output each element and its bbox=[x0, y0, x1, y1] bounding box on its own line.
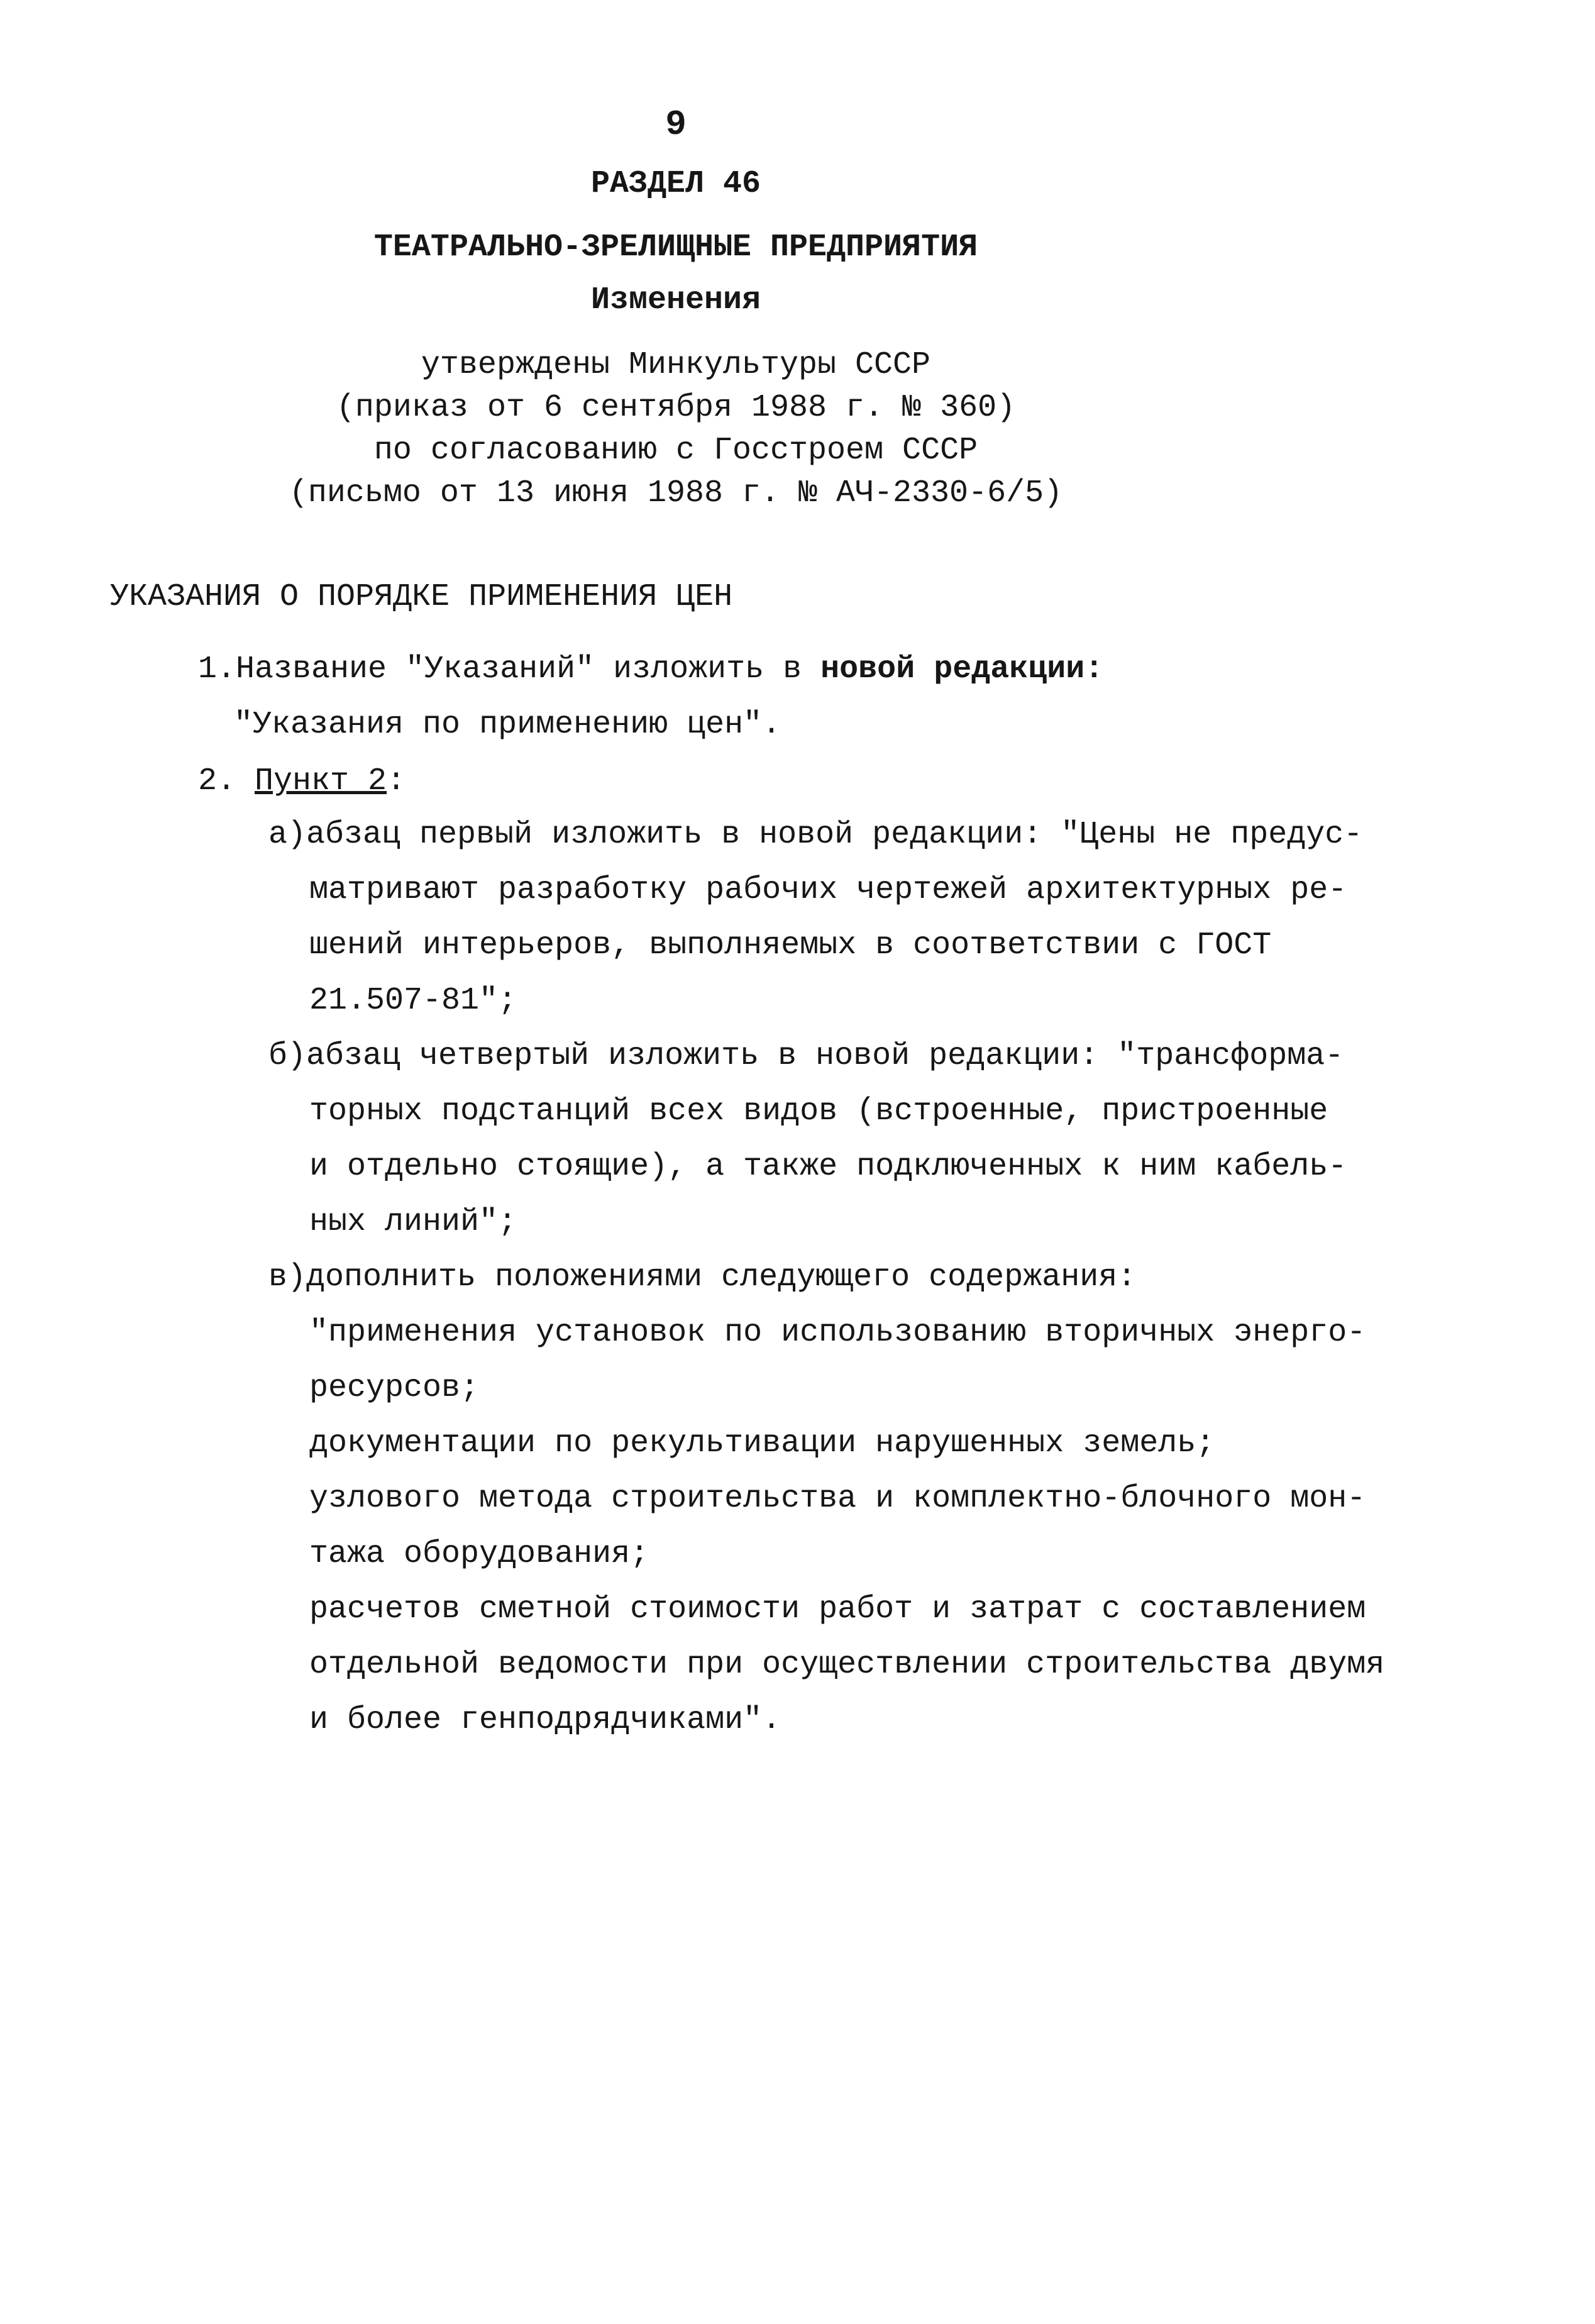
sub-v-line-5: узлового метода строительства и комплектно-блочного мон- bbox=[309, 1481, 1366, 1517]
sub-v-line-7: расчетов сметной стоимости работ и затрат с составлением bbox=[309, 1591, 1366, 1627]
item-1 bbox=[198, 651, 1103, 689]
item-1-emphasis: новой редакции: bbox=[820, 651, 1104, 687]
approval-line-2: (приказ от 6 сентября 1988 г. № 360) bbox=[336, 390, 1016, 426]
item-1-text: 1.Название "Указаний" изложить в bbox=[198, 651, 821, 687]
item-1-continuation: "Указания по применению цен". bbox=[234, 707, 781, 743]
item-2-punkt: Пункт 2 bbox=[255, 763, 387, 799]
item-2 bbox=[198, 763, 406, 800]
changes-label: Изменения bbox=[590, 282, 761, 318]
sub-v-line-8: отдельной ведомости при осуществлении строительства двумя bbox=[309, 1647, 1385, 1683]
sub-b-line-4: ных линий"; bbox=[309, 1204, 517, 1240]
item-2-colon: : bbox=[387, 763, 406, 799]
sub-a-line-1: а)абзац первый изложить в новой редакции: "Цены не предус- bbox=[268, 817, 1363, 853]
sub-v-line-9: и более генподрядчиками". bbox=[309, 1702, 781, 1738]
sub-a-line-2: матривают разработку рабочих чертежей архитектурных ре- bbox=[309, 872, 1347, 908]
sub-v-line-3: ресурсов; bbox=[309, 1370, 480, 1406]
section-subtitle: ТЕАТРАЛЬНО-ЗРЕЛИЩНЫЕ ПРЕДПРИЯТИЯ bbox=[373, 230, 978, 265]
sub-a-line-3: шений интерьеров, выполняемых в соответствии с ГОСТ bbox=[309, 927, 1272, 963]
instructions-heading: УКАЗАНИЯ О ПОРЯДКЕ ПРИМЕНЕНИЯ ЦЕН bbox=[110, 579, 733, 615]
sub-b-line-3: и отдельно стоящие), а также подключенных к ним кабель- bbox=[309, 1149, 1347, 1185]
sub-v-line-4: документации по рекультивации нарушенных земель; bbox=[309, 1425, 1215, 1461]
sub-v-line-1: в)дополнить положениями следующего содержания: bbox=[268, 1259, 1137, 1295]
sub-b-line-1: б)абзац четвертый изложить в новой редакции: "трансформа- bbox=[268, 1038, 1344, 1074]
sub-v-line-2: "применения установок по использованию вторичных энерго- bbox=[309, 1315, 1366, 1351]
approval-line-3: по согласованию с Госстроем СССР bbox=[373, 433, 978, 468]
sub-b-line-2: торных подстанций всех видов (встроенные, пристроенные bbox=[309, 1093, 1328, 1129]
approval-line-4: (письмо от 13 июня 1988 г. № АЧ-2330-6/5) bbox=[289, 475, 1063, 511]
sub-v-line-6: тажа оборудования; bbox=[309, 1536, 649, 1572]
section-title: РАЗДЕЛ 46 bbox=[590, 166, 761, 202]
item-2-number: 2. bbox=[198, 763, 255, 799]
sub-a-line-4: 21.507-81"; bbox=[309, 983, 517, 1019]
approval-line-1: утверждены Минкультуры СССР bbox=[421, 347, 931, 383]
page-number: 9 bbox=[665, 104, 687, 145]
